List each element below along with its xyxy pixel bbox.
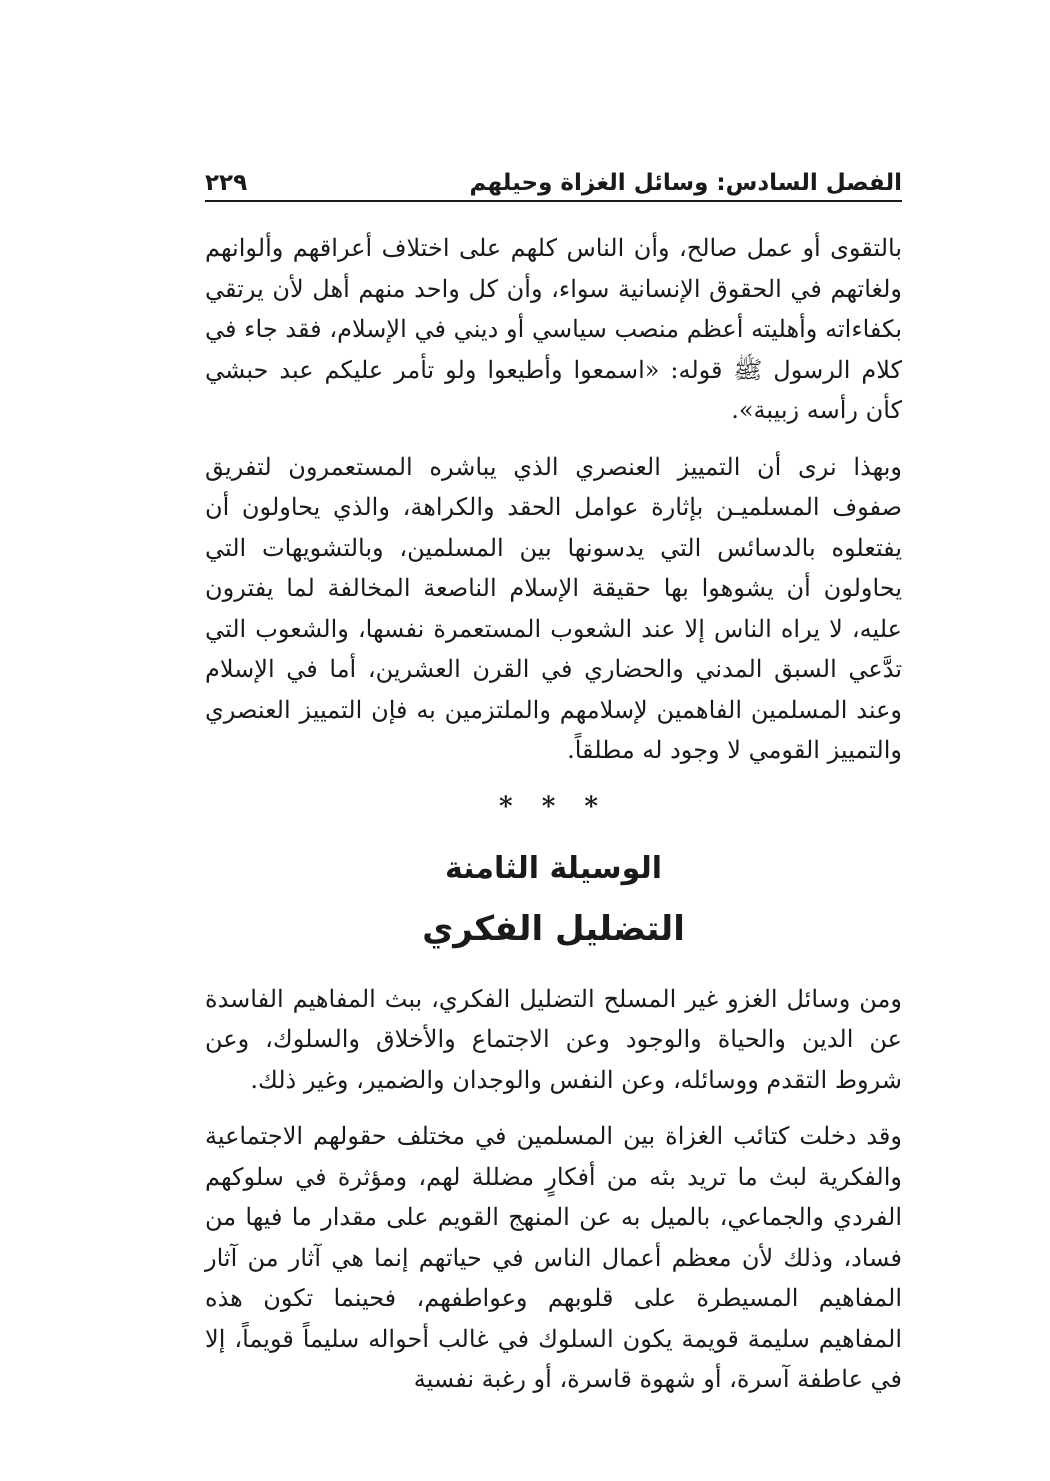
paragraph: وبهذا نرى أن التمييز العنصري الذي يباشره المستعمرون لتفريق صفوف المسلميـن بإثارة عوامل الحقد والكراهة، والذي يحاولون أن يفتعلوه بالدسائس التي يدسونها بين المسلمين، وبالتشويهات التي يحاولون أن يشوهوا بها حقيقة الإسلام الناصعة المخالفة لما يفترون عليه، لا يراه الناس إلا عند الشعوب المستعمرة نفسها، والشعوب التي تدَّعي السبق المدني والحضاري في القرن العشرين، أما في الإسلام وعند المسلمين الفاهمين لإسلامهم والملتزمين به فإن التمييز العنصري والتمييز القومي لا وجود له مطلقاً.	[205, 452, 903, 764]
paragraph: وقد دخلت كتائب الغزاة بين المسلمين في مختلف حقولهم الاجتماعية والفكرية لبث ما تريد بثه من أفكارٍ مضللة لهم، ومؤثرة في سلوكهم الفردي والجماعي، بالميل به عن المنهج القويم على مقدار ما فيها من فساد، وذلك لأن معظم أعمال الناس في حياتهم إنما هي آثار من آثار المفاهيم المسيطرة على قلوبهم وعواطفهم، فحينما تكون هذه المفاهيم سليمة قويمة يكون السلوك في غالب أحواله سليماً قويماً، إلا في عاطفة آسرة، أو شهوة قاسرة، أو رغبة نفسية	[205, 1122, 902, 1393]
header-rule	[205, 200, 902, 202]
chapter-title: الفصل السادس: وسائل الغزاة وحيلهم	[469, 170, 902, 196]
paragraph: ومن وسائل الغزو غير المسلح التضليل الفكري، ببث المفاهيم الفاسدة عن الدين والحياة والوجود وعن الاجتماع والأخلاق والسلوك، وعن شروط التقدم ووسائله، وعن النفس والوجدان والضمير، وغير ذلك.	[205, 984, 902, 1094]
section-title: الوسيلة الثامنة	[444, 850, 663, 886]
running-header	[205, 160, 902, 196]
paragraph: بالتقوى أو عمل صالح، وأن الناس كلهم على اختلاف أعراقهم وألوانهم ولغاتهم في الحقوق الإنسانية سواء، وأن كل واحد منهم أهل لأن يرتقي بكفاءاته وأهليته أعظم منصب سياسي أو ديني في الإسلام، فقد جاء في كلام الرسول ﷺ قوله: «اسمعوا وأطيعوا ولو تأمر عليكم عبد حبشي كأن رأسه زبيبة».	[205, 234, 902, 424]
page-number: ٢٢٩	[205, 170, 248, 196]
page-body	[205, 228, 902, 1416]
section-separator: * * *	[499, 791, 608, 822]
section-subtitle: التضليل الفكري	[422, 908, 685, 949]
